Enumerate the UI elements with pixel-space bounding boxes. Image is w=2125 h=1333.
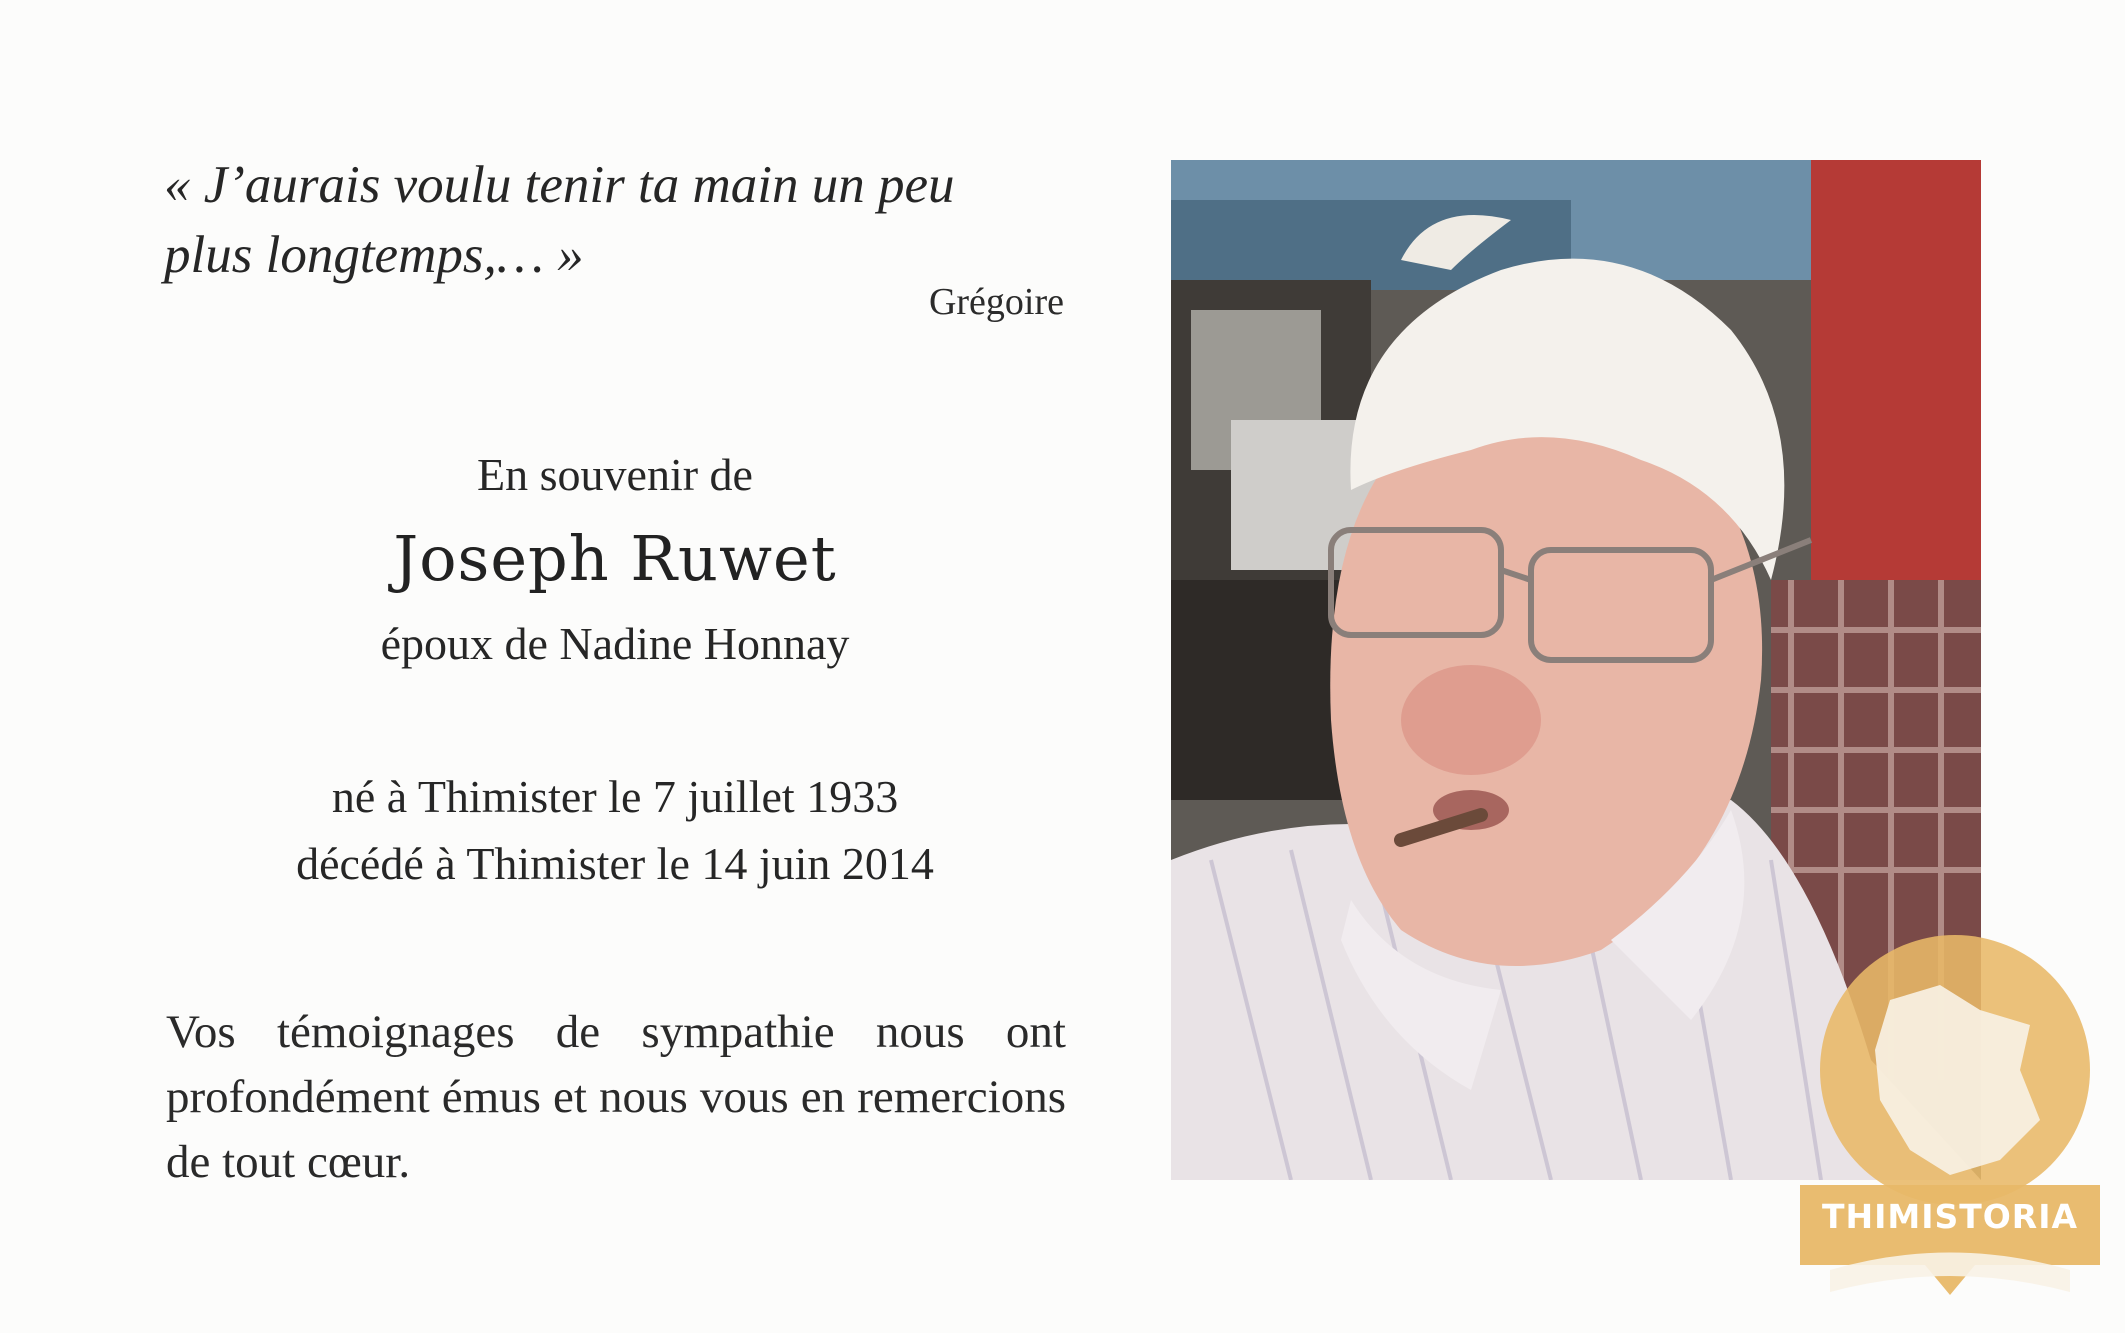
quote-author: Grégoire (928, 281, 1064, 323)
quote-line-2: plus longtemps,… » (164, 226, 584, 284)
deceased-name: Joseph Ruwet (393, 522, 837, 595)
spouse-line: époux de Nadine Honnay (380, 618, 850, 669)
birth-line: né à Thimister le 7 juillet 1933 (331, 771, 899, 822)
thimistoria-logo (1780, 930, 2120, 1325)
quote (164, 150, 1069, 290)
death-line: décédé à Thimister le 14 juin 2014 (296, 838, 934, 889)
logo-label: THIMISTORIA (1821, 1197, 2079, 1236)
memorial-intro: En souvenir de (477, 449, 753, 500)
quote-line-1: « J’aurais voulu tenir ta main un peu (164, 156, 955, 214)
thanks-paragraph: Vos témoignages de sympathie nous ont profondément émus et nous vous en remercions de tout cœur. (166, 1006, 1066, 1188)
